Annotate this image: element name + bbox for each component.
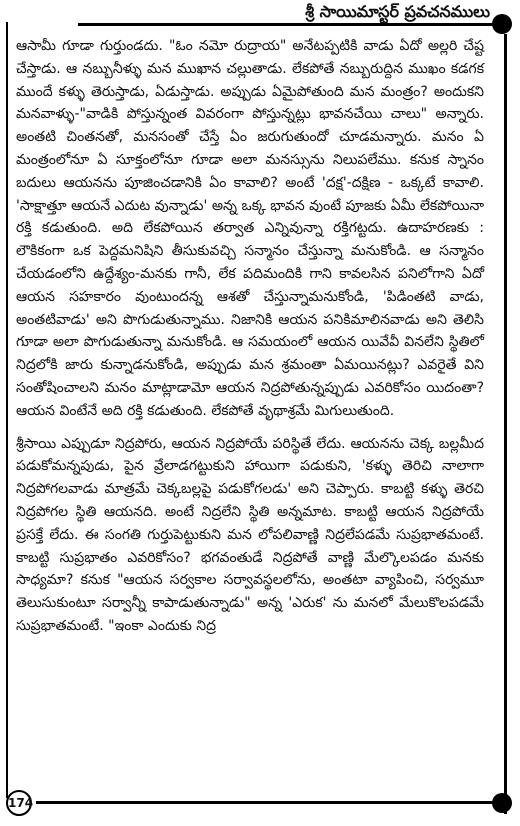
page-body bbox=[16, 35, 484, 638]
body-paragraph: ఆసామీ గూడా గుర్తుండదు. "ఓం నమో రుద్రాయ" అనేటప్పటికి వాడు ఏదో అల్లరి చేష్ట చేస్తాడు. ఆ నబ్బునీళ్ళు మన ముఖాన చల్లుతాడు. లేకపోతే నబ్బురుద్దిన ముఖం కడగక ముందే కళ్ళు తెరుస్తాడు, ఏడుస్తాడు. అప్పుడు ఏమైపోతుంది మన మంత్రం? అందుకని మనవాళ్ళు-"వాడికి పోస్తున్నంత వివరంగా పోస్తున్నట్లు భావనచేయి చాలు" అన్నారు. అంతటి చింతనతో, మనసంతో చేస్తే ఏం జరుగుతుందో చూడమన్నారు. మనం ఏ మంత్రంలోనూ ఏ సూక్తంలోనూ గూడా అలా మనస్సును నిలుపలేము. కనుక స్నానం బదులు ఆయనను పూజించడానికి ఏం కావాలి? అంటే 'దక్ష'-దక్షిణ - ఒక్కటే కావాలి. 'సాక్షాత్తూ ఆయనే ఎదుట వున్నాడు' అన్న ఒక్క భావన వుంటే పూజకు ఏమీ లేకపోయినా రక్తి కడుతుంది. అది లేకపోయిన తర్వాత ఎన్నివున్నా రక్తిగట్టదు. ఉదాహరణకు : లౌకికంగా ఒక పెద్దమనిషిని తీసుకువచ్చి సన్మానం చేస్తున్నా మనుకోండి. ఆ సన్మానం చేయడంలోని ఉద్దేశ్యం-మనకు గానీ, లేక పదిమందికి గాని కావలసిన పనిలోగాని ఏదో ఆయన సహకారం వుంటుందన్న ఆశతో చేస్తున్నామనుకోండి, 'పిడింతటి వాడు, అంతటివాడు' అని పొగుడుతున్నాము. నిజానికి ఆయన పనికిమాలినవాడు అని తెలిసి గూడా అలా పొగుడుతున్నా మనుకోండి. ఆ సమయంలో ఆయన యివేవీ వినలేని స్థితిలో నిద్రలోకి జారు కున్నాడనుకోండి, అప్పుడు మన శ్రమంతా ఏమయినట్లు? ఎవరైతే విని సంతోషించాలని మనం మాట్లాడామో ఆయన నిద్రపోతున్నప్పుడు ఎవరికోసం యిదంతా? ఆయన వింటేనే అది రక్తి కడుతుంది. లేకపోతే వృథాశ్రమే మిగులుతుంది. bbox=[16, 38, 484, 419]
footer-ornament-dot bbox=[492, 793, 512, 813]
body-paragraph: శ్రీసాయి ఎప్పుడూ నిద్రపోరు, ఆయన నిద్రపోయే పరిస్థితే లేదు. ఆయనను చెక్క బల్లమీద పడుకోమన్నపుడు, పైన వ్రేలాడగట్టుకుని హాయిగా పడుకుని, 'కళ్ళు తెరిచి నాలాగా నిద్రపోగలవాడు మాత్రమే చెక్కబల్లపై పడుకోగలడు' అని చెప్పారు. కాబట్టి కళ్ళు తెరచి నిద్రపోగల స్థితి ఆయనది. అంటే నిద్రలేని స్థితి అన్నమాట. కాబట్టి ఆయన నిద్రపోయే ప్రసక్తే లేదు. ఈ సంగతి గుర్తుపెట్టుకుని మన లోపలివాణ్ణి నిద్రలేపడమే సుప్రభాతమంటే. కాబట్టి సుప్రభాతం ఎవరికోసం? భగవంతుడే నిద్రపోతే వాణ్ణి మేల్కొలపడం మనకు సాధ్యమా? కనుక "ఆయన సర్వకాల సర్వావస్థలలోను, అంతటా వ్యాపించి, సర్వమూ తెలుసుకుంటూ సర్వాన్నీ కాపాడుతున్నాడు" అన్న 'ఎరుక' ను మనలో మేలుకొలపడమే సుప్రభాతమంటే. "ఇంకా ఎందుకు నిద్ర bbox=[16, 435, 484, 634]
right-frame-rule bbox=[504, 34, 507, 814]
book-title: శ్రీ సాయిమాస్టర్ ప్రవచనములు bbox=[305, 2, 490, 21]
page-header bbox=[0, 0, 520, 30]
page-number: 174 bbox=[6, 790, 32, 816]
header-ornament-dot bbox=[492, 14, 512, 34]
header-rule bbox=[78, 23, 510, 26]
left-frame-rule bbox=[6, 22, 8, 798]
footer-rule bbox=[36, 801, 508, 804]
